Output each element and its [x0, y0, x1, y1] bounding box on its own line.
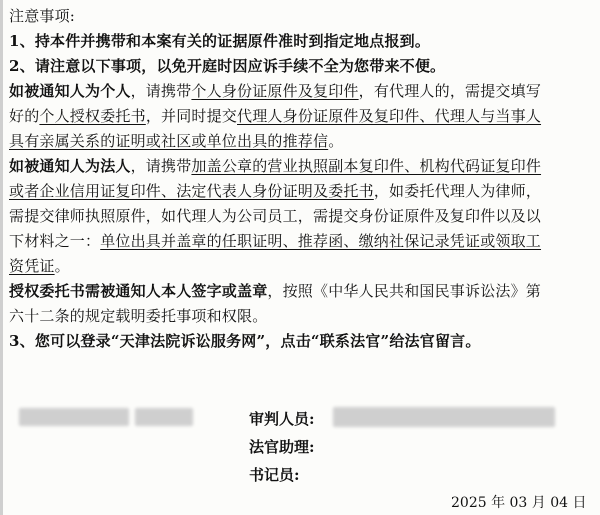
text-span: ，请携带 [130, 157, 192, 175]
legal-line-1 [9, 154, 599, 179]
underlined-requirement: 加盖公章的营业执照副本复印件、机构代码证复印件 [191, 157, 542, 175]
individual-heading: 如被通知人为个人 [9, 82, 131, 100]
legal-line-2 [9, 179, 599, 204]
text-span: ，有代理人的，需提交填写 [358, 82, 542, 100]
text-span: ，并同时提交 [145, 107, 238, 125]
judge-label: 审判人员: [249, 410, 315, 428]
signature-block [3, 400, 600, 515]
underlined-requirement: 单位出具并盖章的任职证明、推荐函、缴纳社保记录凭证或领取工 [100, 232, 542, 250]
underlined-requirement: 资凭证 [9, 257, 55, 275]
clerk-label: 书记员: [249, 466, 300, 484]
underlined-requirement: 个人授权委托书 [39, 107, 146, 125]
underlined-requirement: 个人身份证原件及复印件 [191, 82, 359, 100]
notice-title: 注意事项: [9, 7, 76, 25]
redacted-judge-name [333, 407, 555, 427]
individual-line-2 [9, 104, 599, 129]
legal-line-5 [9, 254, 599, 279]
auth-line-2: 六十二条的规定载明委托事项和权限。 [9, 307, 268, 325]
legal-line-3: 需提交律师执照原件，如代理人为公司员工，需提交身份证原件及复印件以及以 [9, 207, 542, 225]
individual-line-3 [9, 129, 599, 154]
redacted-name [19, 408, 129, 426]
text-span: ，请携带 [130, 82, 192, 100]
redacted-name [135, 408, 193, 426]
auth-heading: 授权委托书需被通知人本人签字或盖章 [9, 282, 268, 300]
text-span: ，按照《中华人民共和国民事诉讼法》第 [267, 282, 542, 300]
legal-line-4 [9, 229, 599, 254]
assistant-label: 法官助理: [249, 438, 315, 456]
individual-line-1 [9, 79, 599, 104]
text-span: 好的 [9, 107, 40, 125]
auth-line-1 [9, 279, 599, 304]
notice-item-3: 3、您可以登录“天津法院诉讼服务网”，点击“联系法官”给法官留言。 [9, 332, 481, 350]
text-span: 。 [328, 132, 344, 150]
text-span: 下材料之一： [9, 232, 101, 250]
underlined-requirement: 具有亲属关系的证明或社区或单位出具的推荐信 [9, 132, 329, 150]
document-date: 2025 年 03 月 04 日 [451, 495, 587, 511]
text-span: 。 [54, 257, 70, 275]
notice-content [9, 4, 599, 354]
legal-heading: 如被通知人为法人 [9, 157, 131, 175]
text-span: ，如委托代理人为律师， [373, 182, 542, 200]
underlined-requirement: 或者企业信用证复印件、法定代表人身份证明及委托书 [9, 182, 374, 200]
underlined-requirement: 代理人身份证原件及复印件、代理人与当事人 [237, 107, 542, 125]
notice-item-1: 1、持本件并携带和本案有关的证据原件准时到指定地点报到。 [9, 32, 431, 50]
notice-item-2: 2、请注意以下事项，以免开庭时因应诉手续不全为您带来不便。 [9, 57, 446, 75]
